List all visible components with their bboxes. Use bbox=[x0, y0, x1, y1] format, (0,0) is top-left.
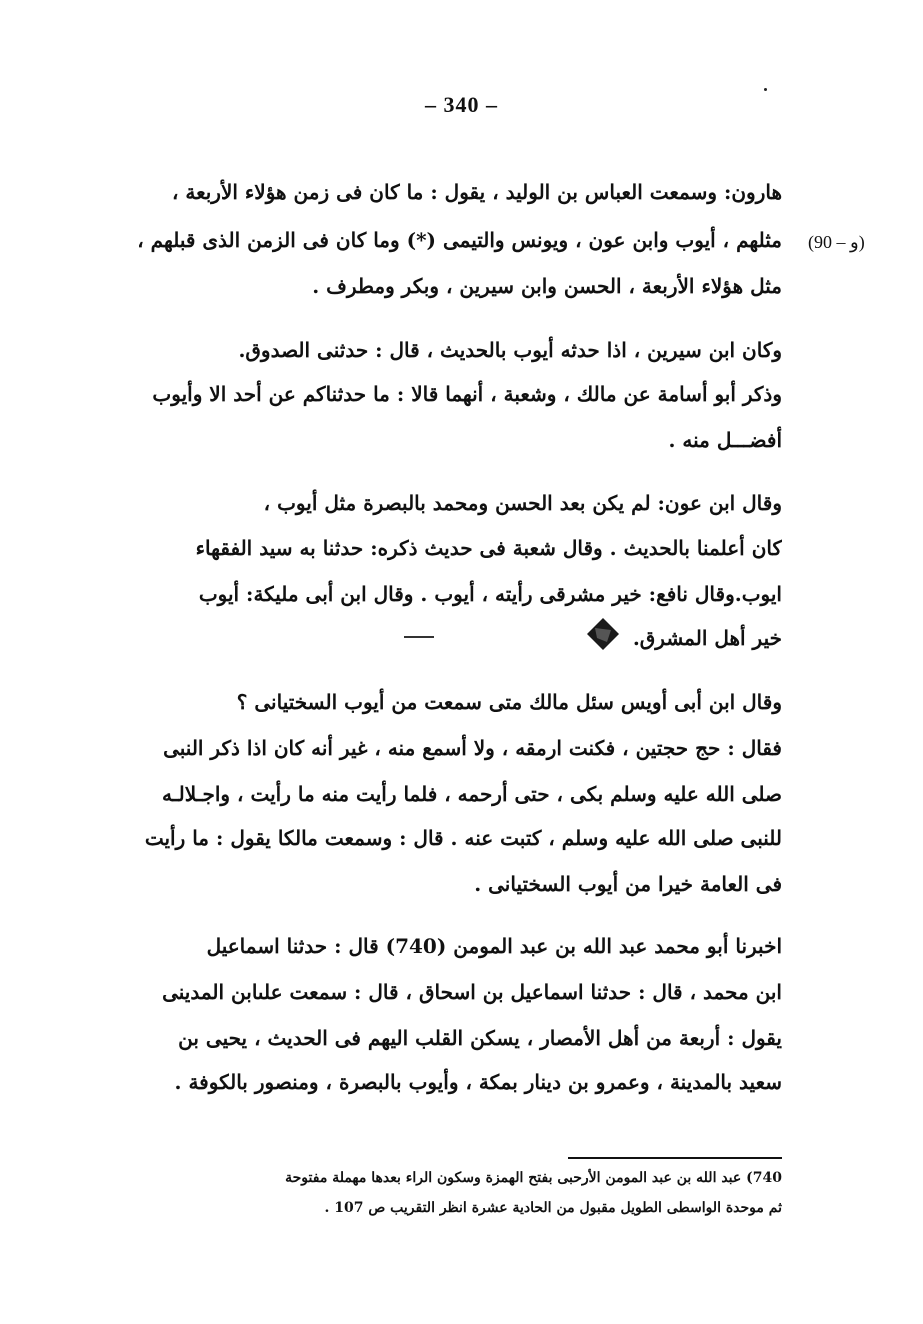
text-line: اخبرنا أبو محمد عبد الله بن عبد المومن (740) قال : حدثنا اسماعيل bbox=[206, 934, 782, 958]
page-number: – 340 – bbox=[425, 92, 498, 117]
text-line: هارون: وسمعت العباس بن الوليد ، يقول : ما كان فى زمن هؤلاء الأربعة ، bbox=[171, 180, 782, 204]
text-line: ايوب.وقال نافع: خير مشرقى رأيته ، أيوب . وقال ابن أبى مليكة: أيوب bbox=[198, 582, 782, 606]
text-line: سعيد بالمدينة ، وعمرو بن دينار بمكة ، وأيوب بالبصرة ، ومنصور بالكوفة . bbox=[174, 1070, 782, 1094]
footnote-line: ثم موحدة الواسطى الطويل مقبول من الحادية عشرة انظر التقريب ص 107 . bbox=[324, 1200, 782, 1216]
scan-speck bbox=[764, 88, 767, 91]
margin-note: (90 – و) bbox=[808, 232, 865, 252]
text-line: كان أعلمنا بالحديث . وقال شعبة فى حديث ذكره: حدثنا به سيد الفقهاء bbox=[195, 536, 782, 560]
footnote-rule bbox=[568, 1157, 782, 1159]
footnote-line: 740) عبد الله بن عبد المومن الأرحبى بفتح الهمزة وسكون الراء بعدها مهملة مفتوحة bbox=[285, 1170, 782, 1186]
text-line: فقال : حج حجتين ، فكنت ارمقه ، ولا أسمع منه ، غير أنه كان اذا ذكر النبى bbox=[163, 736, 782, 760]
text-line: خير أهل المشرق. bbox=[632, 626, 782, 650]
text-line: مثل هؤلاء الأربعة ، الحسن وابن سيرين ، وبكر ومطرف . bbox=[312, 274, 782, 298]
text-line: وقال ابن عون: لم يكن بعد الحسن ومحمد بالبصرة مثل أيوب ، bbox=[263, 491, 782, 515]
ink-blot-icon bbox=[585, 616, 621, 652]
text-line: صلى الله عليه وسلم بكى ، حتى أرحمه ، فلما رأيت منه ما رأيت ، واجـلالـه bbox=[162, 782, 782, 806]
text-line: وذكر أبو أسامة عن مالك ، وشعبة ، أنهما قالا : ما حدثناكم عن أحد الا وأيوب bbox=[152, 382, 782, 406]
text-line: للنبى صلى الله عليه وسلم ، كتبت عنه . قال : وسمعت مالكا يقول : ما رأيت bbox=[144, 826, 782, 850]
text-line: وكان ابن سيرين ، اذا حدثه أيوب بالحديث ، قال : حدثنى الصدوق. bbox=[238, 338, 782, 362]
text-line: فى العامة خيرا من أيوب السختيانى . bbox=[474, 872, 782, 896]
text-line: مثلهم ، أيوب وابن عون ، ويونس والتيمى (*) وما كان فى الزمن الذى قبلهم ، bbox=[137, 228, 782, 252]
text-line: أفضـــل منه . bbox=[668, 428, 782, 452]
text-line: وقال ابن أبى أويس سئل مالك متى سمعت من أيوب السختيانى ؟ bbox=[236, 690, 782, 714]
text-line: ابن محمد ، قال : حدثنا اسماعيل بن اسحاق ، قال : سمعت علىابن المدينى bbox=[162, 980, 782, 1004]
text-line: يقول : أربعة من أهل الأمصار ، يسكن القلب اليهم فى الحديث ، يحيى بن bbox=[178, 1026, 782, 1050]
scan-dash bbox=[404, 636, 434, 638]
